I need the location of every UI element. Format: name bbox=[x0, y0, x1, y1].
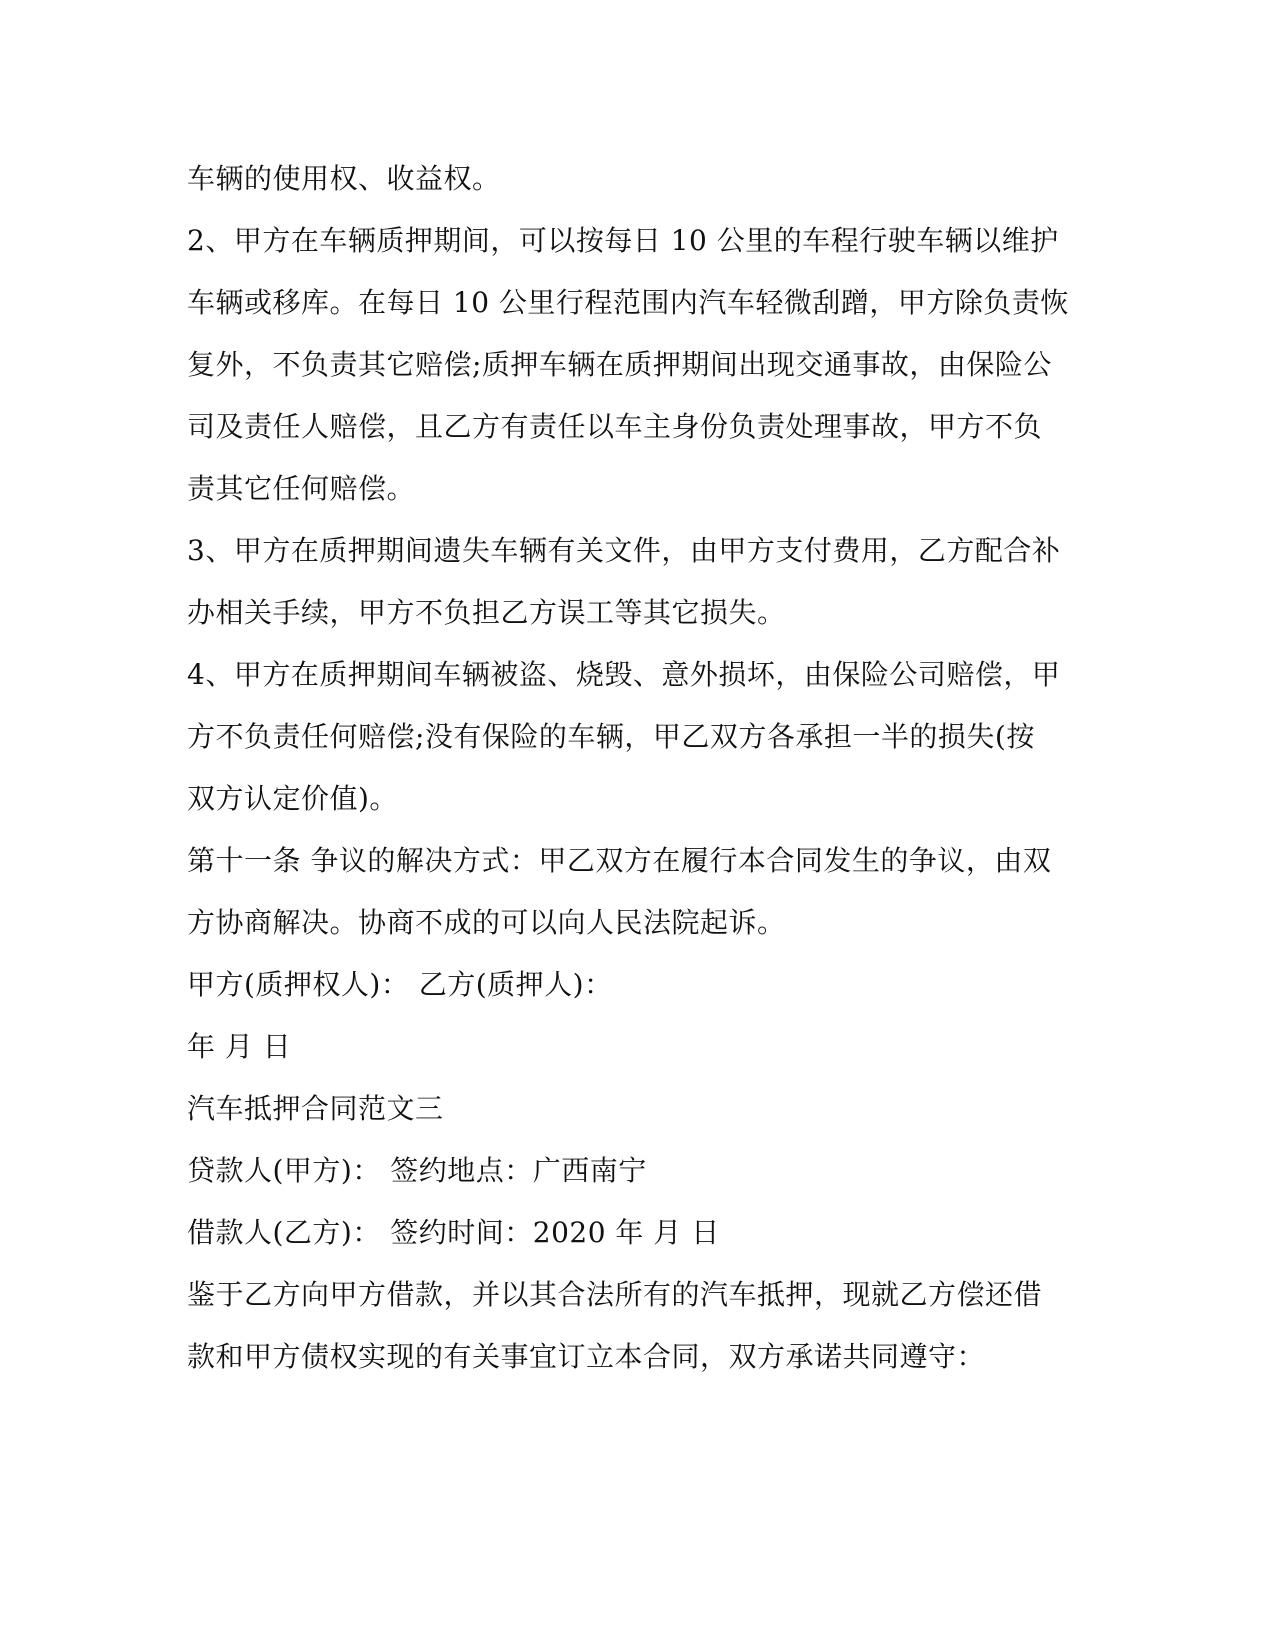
lender-line: 贷款人(甲方)： 签约地点：广西南宁 bbox=[187, 1154, 647, 1187]
text-line: 4、甲方在质押期间车辆被盗、烧毁、意外损坏，由保险公司赔偿，甲 bbox=[187, 658, 1061, 691]
text-line: 第十一条 争议的解决方式：甲乙双方在履行本合同发生的争议，由双 bbox=[187, 844, 1052, 877]
text-line: 2、甲方在车辆质押期间，可以按每日 10 公里的车程行驶车辆以维护 bbox=[187, 224, 1059, 257]
text-line: 办相关手续，甲方不负担乙方误工等其它损失。 bbox=[187, 596, 786, 629]
section-title: 汽车抵押合同范文三 bbox=[187, 1092, 444, 1125]
text-line: 方不负责任何赔偿;没有保险的车辆，甲乙双方各承担一半的损失(按 bbox=[187, 720, 1035, 753]
text-line: 车辆的使用权、收益权。 bbox=[187, 162, 501, 195]
text-line: 款和甲方债权实现的有关事宜订立本合同，双方承诺共同遵守： bbox=[187, 1340, 986, 1373]
text-line: 3、甲方在质押期间遗失车辆有关文件，由甲方支付费用，乙方配合补 bbox=[187, 534, 1061, 567]
text-line: 车辆或移库。在每日 10 公里行程范围内汽车轻微刮蹭，甲方除负责恢 bbox=[187, 286, 1069, 319]
borrower-line: 借款人(乙方)： 签约时间：2020 年 月 日 bbox=[187, 1216, 720, 1249]
text-line: 鉴于乙方向甲方借款，并以其合法所有的汽车抵押，现就乙方偿还借 bbox=[187, 1278, 1043, 1311]
date-line: 年 月 日 bbox=[187, 1030, 292, 1063]
text-line: 责其它任何赔偿。 bbox=[187, 472, 416, 505]
text-line: 双方认定价值)。 bbox=[187, 782, 398, 815]
text-line: 复外，不负责其它赔偿;质押车辆在质押期间出现交通事故，由保险公 bbox=[187, 348, 1052, 381]
signature-parties-line: 甲方(质押权人)： 乙方(质押人)： bbox=[187, 968, 613, 1001]
text-line: 司及责任人赔偿，且乙方有责任以车主身份负责处理事故，甲方不负 bbox=[187, 410, 1043, 443]
text-line: 方协商解决。协商不成的可以向人民法院起诉。 bbox=[187, 906, 786, 939]
